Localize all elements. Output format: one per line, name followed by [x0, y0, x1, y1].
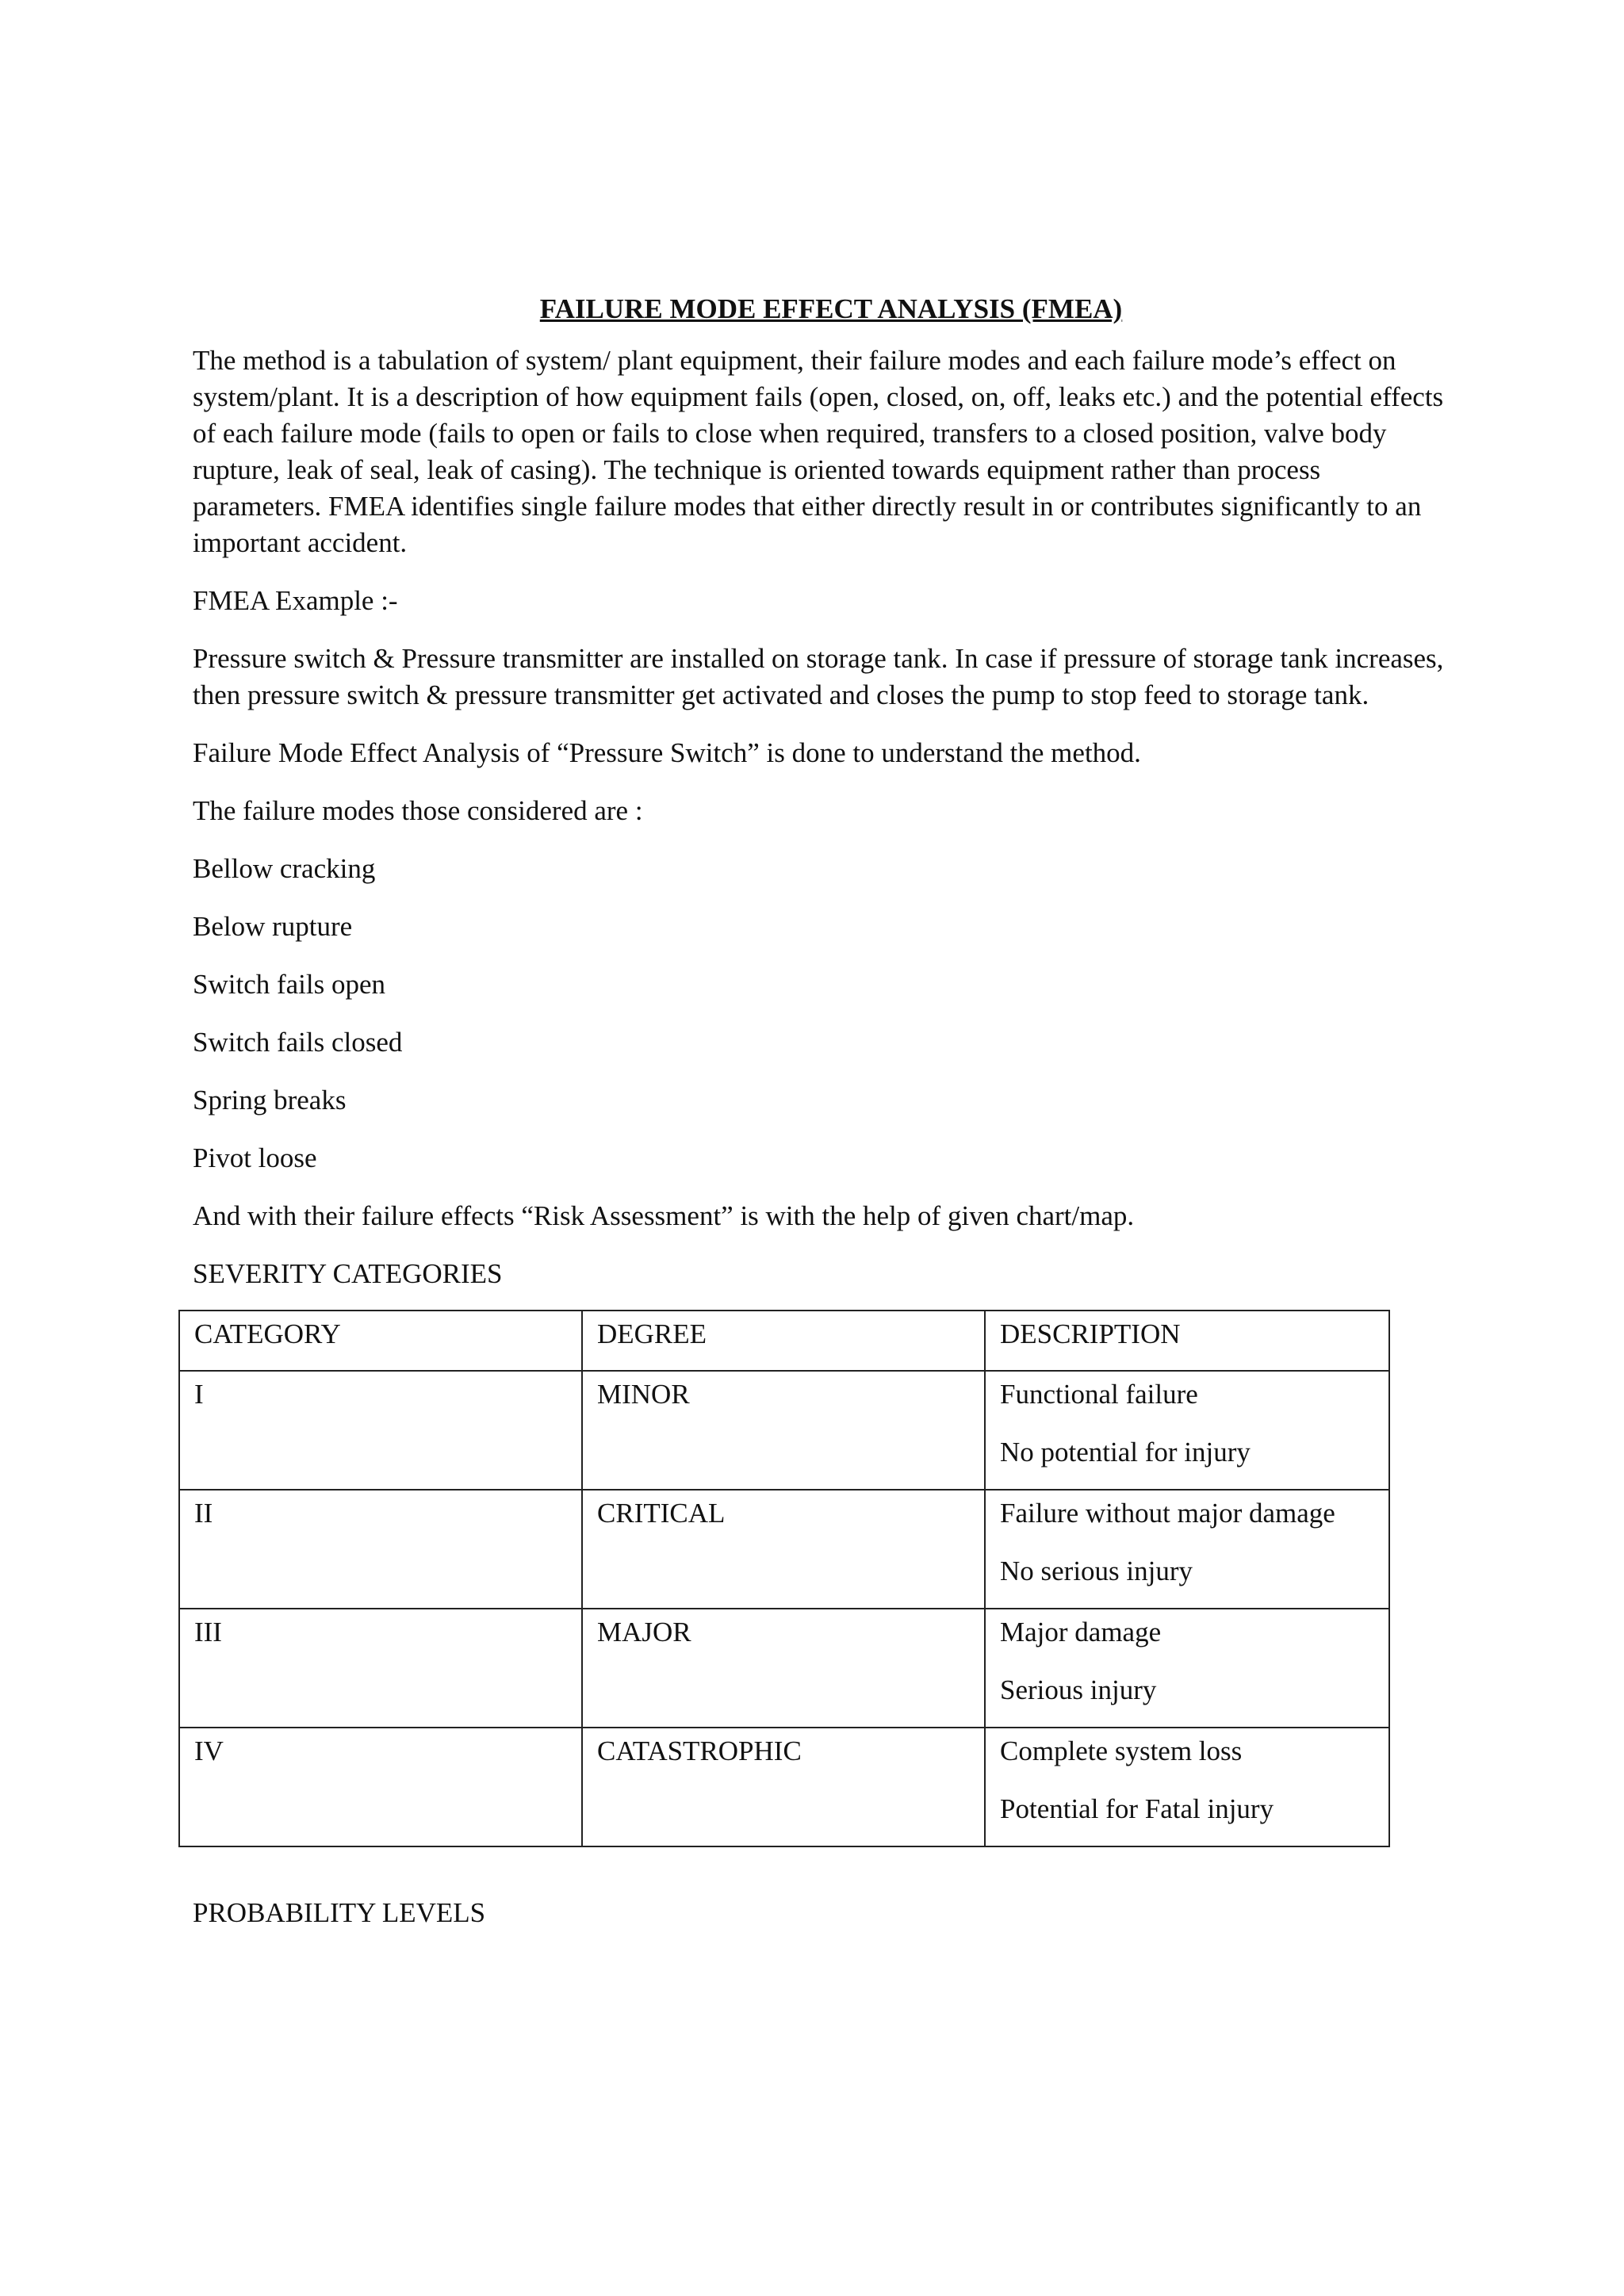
- description-cell: [985, 1490, 1389, 1609]
- failure-mode-item: Below rupture: [193, 911, 353, 942]
- modes-intro: The failure modes those considered are :: [193, 795, 643, 826]
- severity-table: [178, 1310, 1390, 1847]
- degree-cell: CRITICAL: [582, 1490, 985, 1609]
- failure-mode-item: Bellow cracking: [193, 853, 376, 884]
- description-line: Major damage: [1000, 1617, 1162, 1647]
- failure-mode-item: Pivot loose: [193, 1142, 317, 1173]
- failure-mode-item: Switch fails closed: [193, 1027, 403, 1058]
- column-header-category: CATEGORY: [179, 1311, 582, 1371]
- description-line: Complete system loss: [1000, 1735, 1243, 1766]
- description-cell: [985, 1609, 1389, 1728]
- degree-cell: MINOR: [582, 1371, 985, 1490]
- analysis-line: Failure Mode Effect Analysis of “Pressure Switch” is done to understand the method.: [193, 737, 1141, 768]
- description-line: Potential for Fatal injury: [1000, 1793, 1274, 1824]
- degree-cell: CATASTROPHIC: [582, 1728, 985, 1846]
- column-header-description: DESCRIPTION: [985, 1311, 1389, 1371]
- failure-mode-item: Switch fails open: [193, 969, 386, 1000]
- severity-heading: SEVERITY CATEGORIES: [193, 1258, 503, 1289]
- description-cell: [985, 1371, 1389, 1490]
- description-line: Serious injury: [1000, 1674, 1157, 1705]
- table-row: [179, 1609, 1389, 1728]
- risk-line: And with their failure effects “Risk Assessment” is with the help of given chart/map.: [193, 1200, 1135, 1231]
- description-line: No potential for injury: [1000, 1437, 1251, 1468]
- table-header-row: [179, 1311, 1389, 1371]
- category-cell: II: [179, 1490, 582, 1609]
- category-cell: I: [179, 1371, 582, 1490]
- description-line: Functional failure: [1000, 1379, 1198, 1410]
- example-paragraph: Pressure switch & Pressure transmitter are installed on storage tank. In case if pressure of storage tank increases, then pressure switch & pressure transmitter get activated and closes the pump to stop feed to storage tank.: [193, 643, 1444, 710]
- table-row: [179, 1371, 1389, 1490]
- intro-paragraph: The method is a tabulation of system/ plant equipment, their failure modes and each failure mode’s effect on system/plant. It is a description of how equipment fails (open, closed, on, off, leaks etc.) and the potential effects of each failure mode (fails to open or fails to close when required, transfers to a closed position, valve body rupture, leak of seal, leak of casing). The technique is oriented towards equipment rather than process parameters. FMEA identifies single failure modes that either directly result in or contributes significantly to an important accident.: [193, 345, 1444, 558]
- failure-mode-item: Spring breaks: [193, 1085, 347, 1115]
- description-cell: [985, 1728, 1389, 1846]
- column-header-degree: DEGREE: [582, 1311, 985, 1371]
- category-cell: IV: [179, 1728, 582, 1846]
- category-cell: III: [179, 1609, 582, 1728]
- description-line: Failure without major damage: [1000, 1498, 1335, 1529]
- table-row: [179, 1490, 1389, 1609]
- probability-heading: PROBABILITY LEVELS: [193, 1897, 486, 1928]
- example-heading: FMEA Example :-: [193, 585, 398, 616]
- document-page: [193, 292, 1446, 1953]
- degree-cell: MAJOR: [582, 1609, 985, 1728]
- table-row: [179, 1728, 1389, 1846]
- description-line: No serious injury: [1000, 1556, 1193, 1586]
- page-title: FAILURE MODE EFFECT ANALYSIS (FMEA): [539, 293, 1123, 324]
